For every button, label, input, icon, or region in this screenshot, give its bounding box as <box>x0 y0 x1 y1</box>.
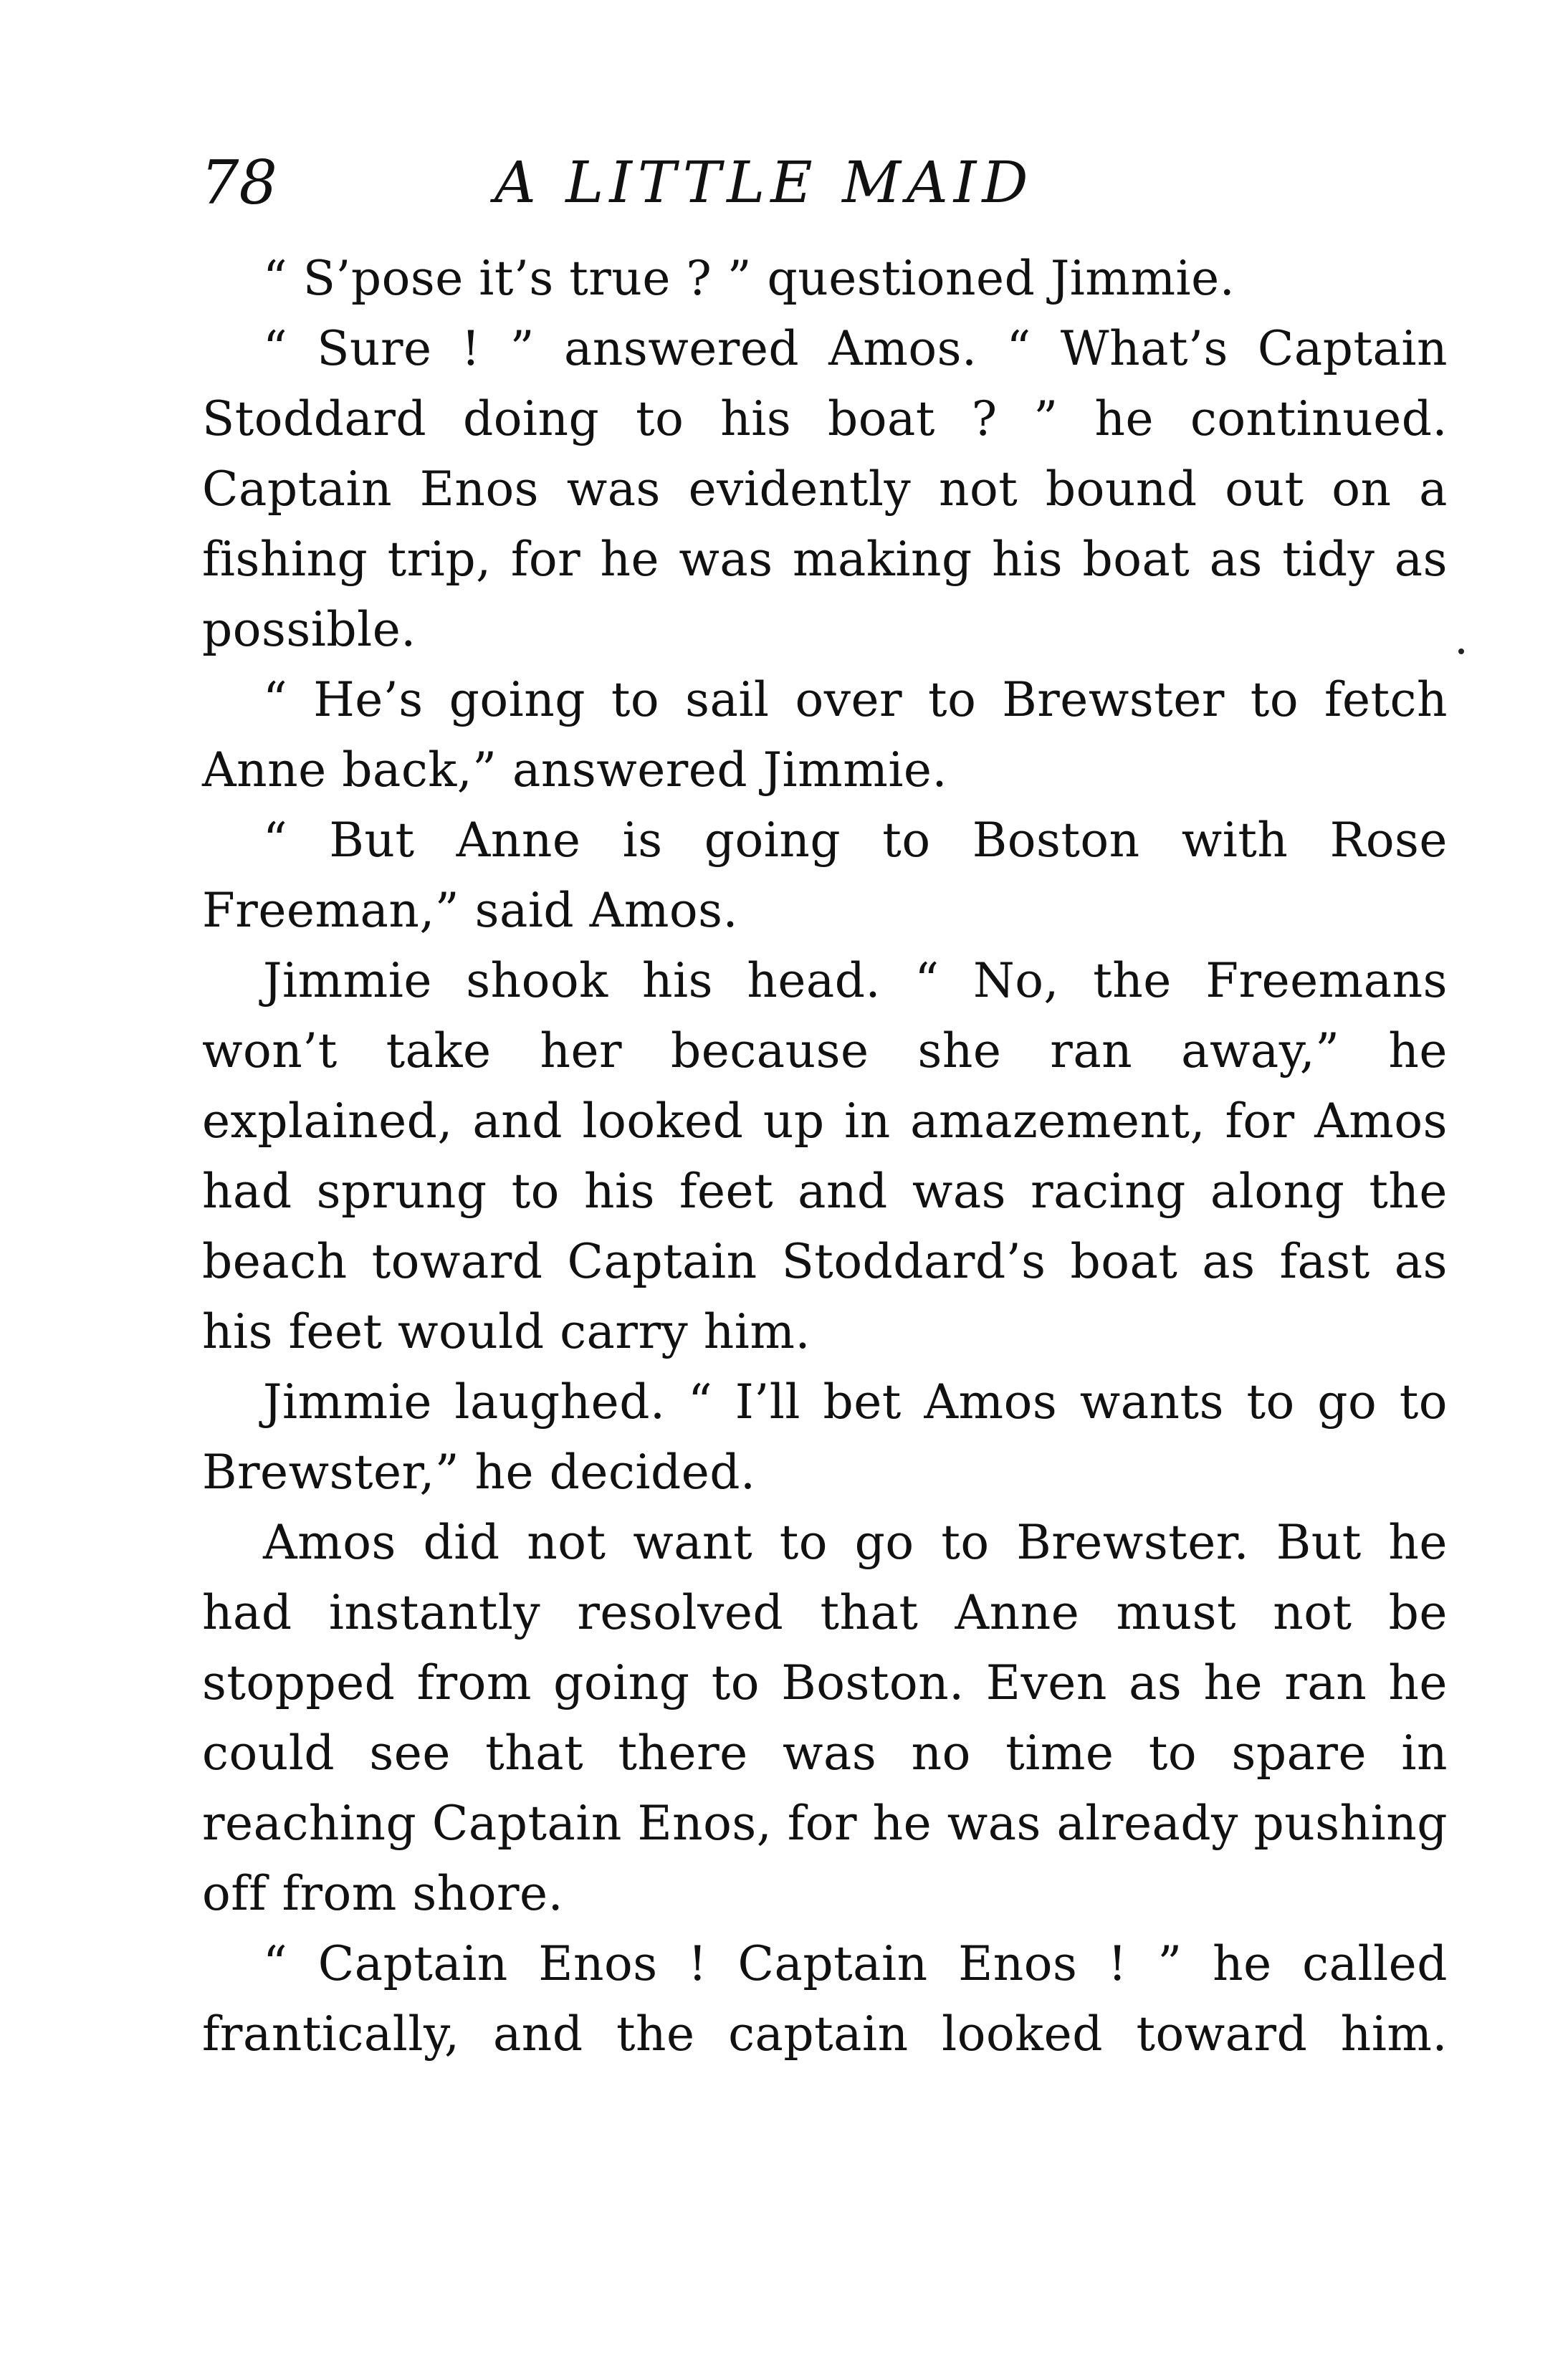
paragraph: “ He’s going to sail over to Brewster to fetch Anne back,” answered Jimmie. <box>202 672 1448 798</box>
paragraph: Jimmie shook his head. “ No, the Freemans won’t take her because she ran away,” he explained, and looked up in amazement, for Amos had sprung to his feet and was racing along the beach toward Captain Stoddard’s boat as fast as his feet would carry him. <box>202 953 1448 1359</box>
ink-speck <box>1458 649 1464 654</box>
paragraph: “ But Anne is going to Boston with Rose Freeman,” said Amos. <box>202 813 1448 938</box>
paragraph: “ Sure ! ” answered Amos. “ What’s Captain Stoddard doing to his boat ? ” he continued. Captain Enos was evidently not bound out on a fishing trip, for he was making his boat as tidy as possible. <box>202 321 1448 657</box>
running-title: A LITTLE MAID <box>494 149 1034 216</box>
page-header <box>201 143 1448 222</box>
paragraph: Jimmie laughed. “ I’ll bet Amos wants to go to Brewster,” he decided. <box>202 1374 1448 1500</box>
body-text <box>202 244 1448 2069</box>
paragraph: Amos did not want to go to Brewster. But he had instantly resolved that Anne must not be stopped from going to Boston. Even as he ran he could see that there was no time to spare in reaching Captain Enos, for he was already pushing off from shore. <box>202 1515 1448 1921</box>
paragraph: “ Captain Enos ! Captain Enos ! ” he called frantically, and the captain looked toward him. <box>202 1936 1448 2062</box>
page-number: 78 <box>201 148 277 218</box>
paragraph: “ S’pose it’s true ? ” questioned Jimmie. <box>263 251 1235 306</box>
